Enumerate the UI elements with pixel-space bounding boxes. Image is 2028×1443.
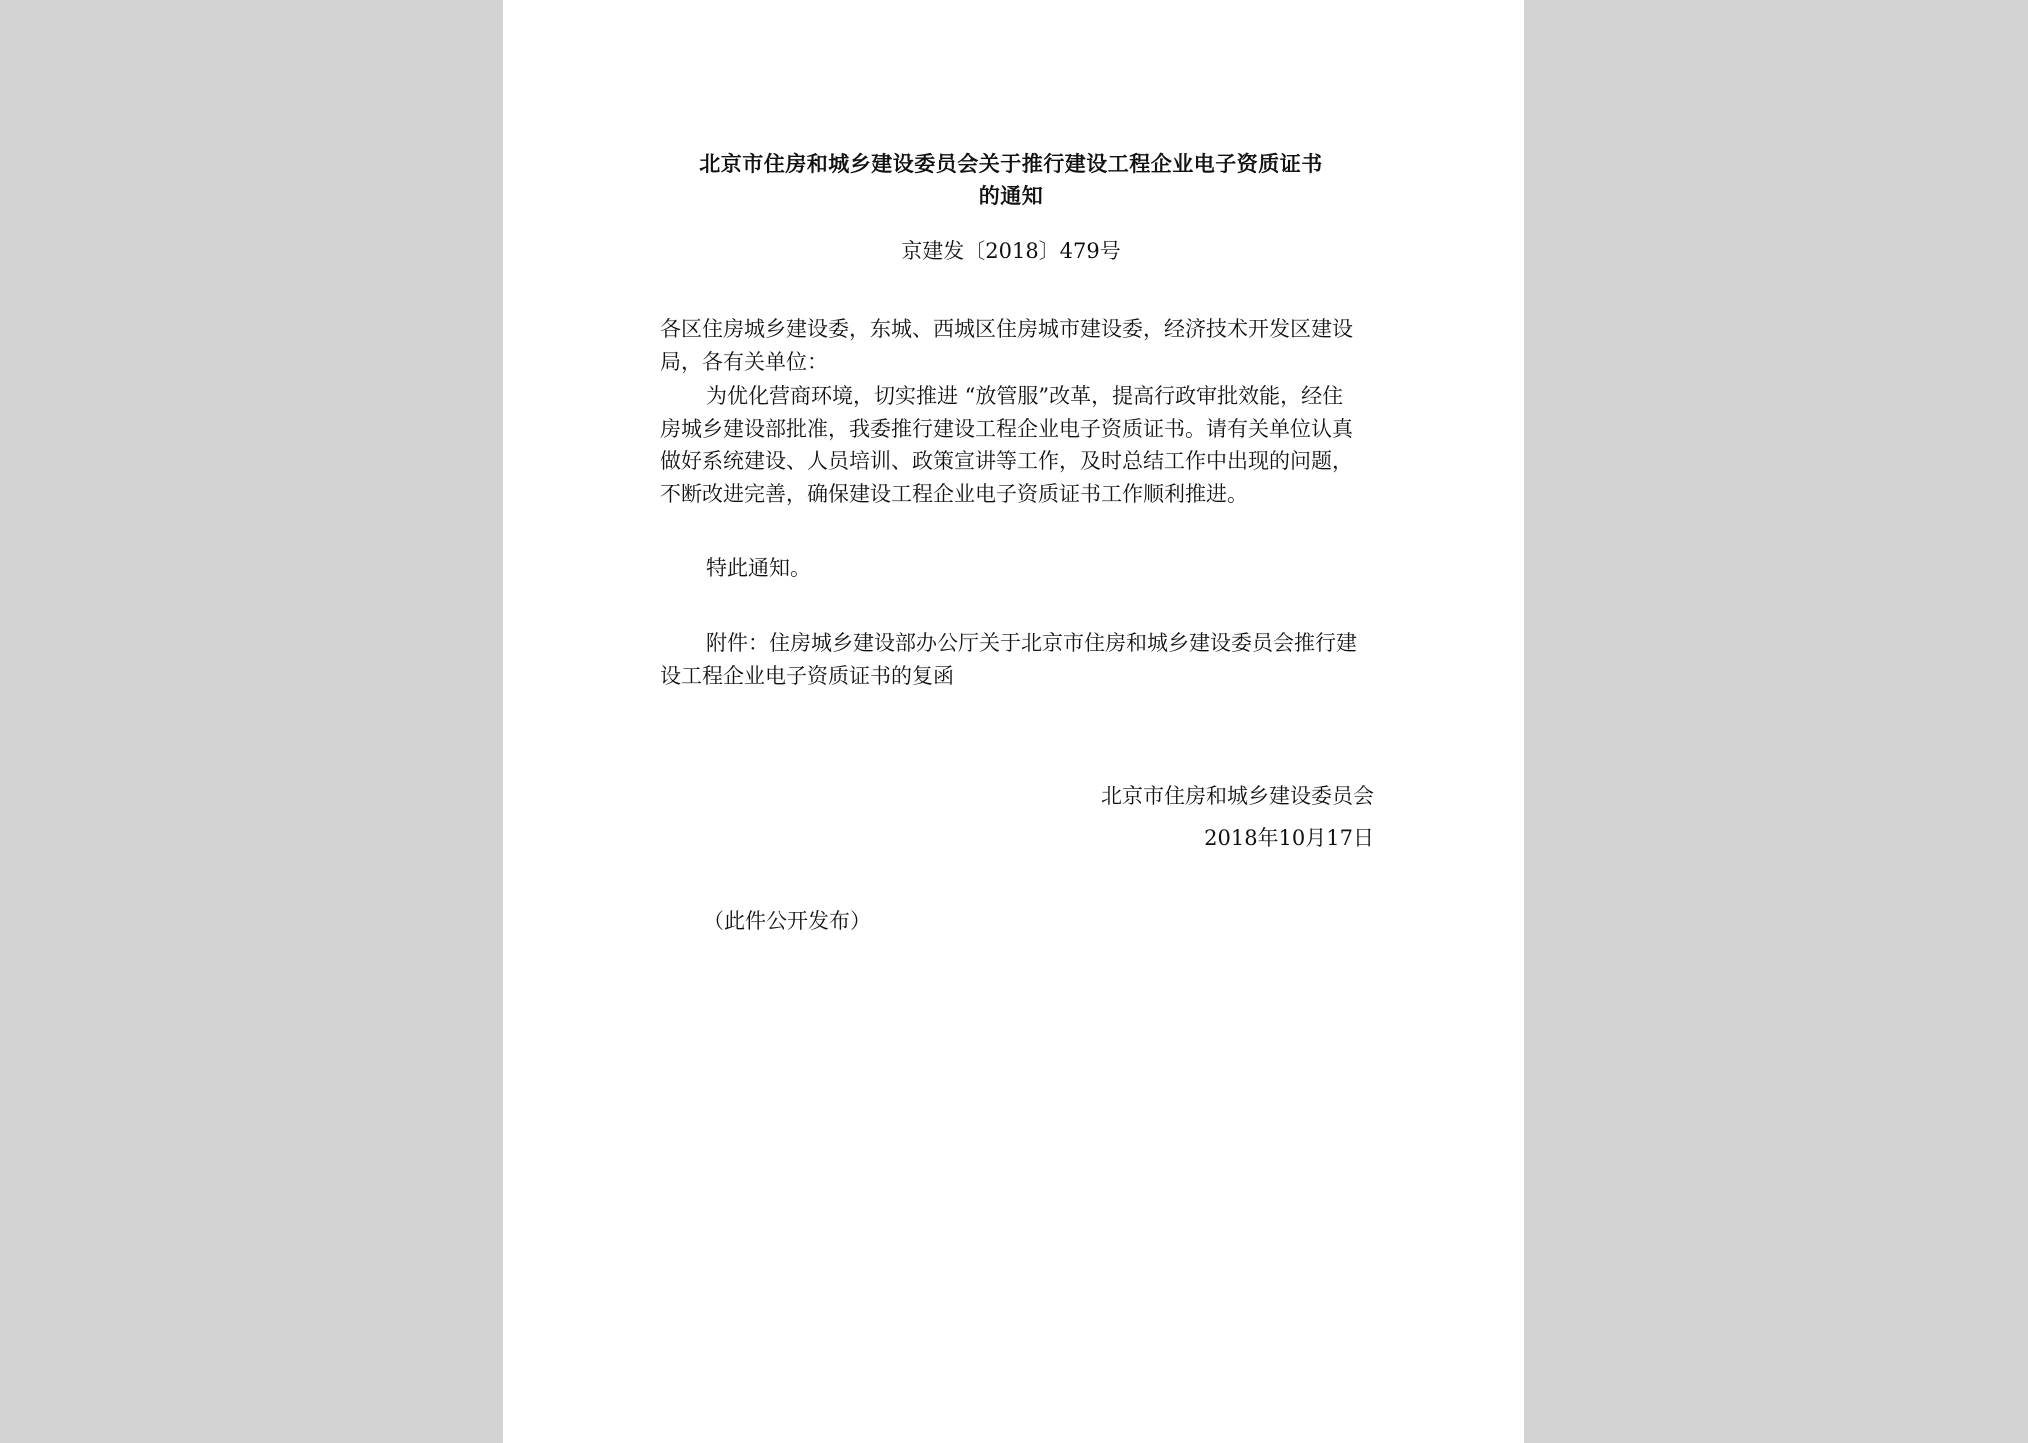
title-line-2: 的通知 xyxy=(978,183,1044,208)
document-title xyxy=(643,148,1379,212)
document-page xyxy=(503,0,1524,1443)
closing-line: 特此通知。 xyxy=(706,556,811,580)
attachment-note: 附件：住房城乡建设部办公厅关于北京市住房和城乡建设委员会推行建设工程企业电子资质证书的复函 xyxy=(660,631,1357,688)
signature-date: 2018年10月17日 xyxy=(1204,826,1374,850)
addressee: 各区住房城乡建设委，东城、西城区住房城市建设委，经济技术开发区建设局，各有关单位： xyxy=(660,317,1353,374)
signature-organization: 北京市住房和城乡建设委员会 xyxy=(1101,784,1374,808)
title-line-1: 北京市住房和城乡建设委员会关于推行建设工程企业电子资质证书 xyxy=(699,151,1323,176)
document-number: 京建发〔2018〕479号 xyxy=(901,239,1121,263)
body-paragraph: 为优化营商环境，切实推进 “放管服”改革，提高行政审批效能，经住房城乡建设部批准，我委推行建设工程企业电子资质证书。请有关单位认真做好系统建设、人员培训、政策宣讲等工作，及时总结工作中出现的问题，不断改进完善，确保建设工程企业电子资质证书工作顺利推进。 xyxy=(660,384,1353,506)
publication-note: （此件公开发布） xyxy=(703,909,871,933)
